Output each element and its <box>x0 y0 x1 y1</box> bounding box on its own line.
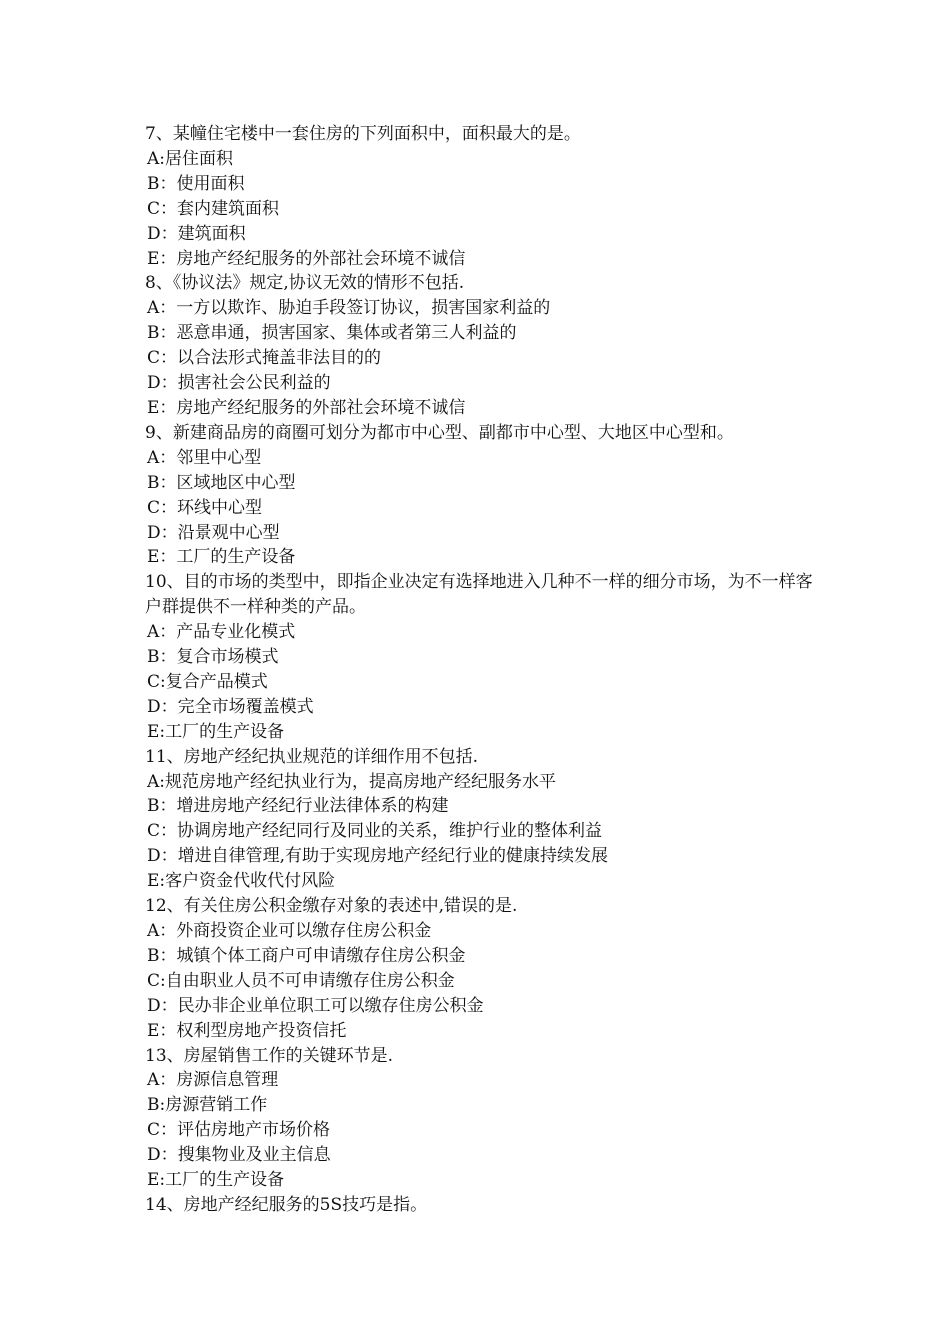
question-11-option-d: D：增进自律管理,有助于实现房地产经纪行业的健康持续发展 <box>147 846 609 867</box>
question-13-option-e: E:工厂的生产设备 <box>147 1170 285 1191</box>
question-10-option-c: C:复合产品模式 <box>147 671 268 692</box>
question-11-option-b: B：增进房地产经纪行业法律体系的构建 <box>147 796 449 817</box>
question-8-text: 8、《协议法》规定,协议无效的情形不包括. <box>145 273 465 294</box>
question-12-option-d: D：民办非企业单位职工可以缴存住房公积金 <box>147 995 484 1016</box>
question-13-option-b: B:房源营销工作 <box>147 1095 268 1116</box>
question-13-option-d: D：搜集物业及业主信息 <box>147 1145 331 1166</box>
question-14-text: 14、房地产经纪服务的5S技巧是指。 <box>145 1194 428 1215</box>
question-10-option-a: A：产品专业化模式 <box>147 622 296 643</box>
question-12-option-c: C:自由职业人员不可申请缴存住房公积金 <box>147 970 455 991</box>
question-9-option-a: A：邻里中心型 <box>147 447 262 468</box>
question-9-text: 9、新建商品房的商圈可划分为都市中心型、副都市中心型、大地区中心型和。 <box>145 422 734 443</box>
question-13-text: 13、房屋销售工作的关键环节是. <box>145 1045 394 1066</box>
question-13-option-c: C：评估房地产市场价格 <box>147 1120 331 1141</box>
question-11-option-e: E:客户资金代收代付风险 <box>147 871 336 892</box>
question-7-option-d: D：建筑面积 <box>147 223 246 244</box>
question-7-text: 7、某幢住宅楼中一套住房的下列面积中，面积最大的是。 <box>145 124 581 144</box>
question-12-option-e: E：权利型房地产投资信托 <box>147 1020 347 1041</box>
question-12-option-b: B：城镇个体工商户可申请缴存住房公积金 <box>147 945 466 966</box>
question-list <box>145 122 825 1218</box>
question-10-option-b: B：复合市场模式 <box>147 647 279 668</box>
question-13-option-a: A：房源信息管理 <box>147 1070 279 1091</box>
question-12-text: 12、有关住房公积金缴存对象的表述中,错误的是. <box>145 896 518 917</box>
question-11-option-a: A:规范房地产经纪执业行为，提高房地产经纪服务水平 <box>147 771 557 792</box>
question-10-option-e: E:工厂的生产设备 <box>147 721 285 742</box>
question-8-option-d: D：损害社会公民利益的 <box>147 373 331 394</box>
question-7-option-a: A:居住面积 <box>147 148 234 169</box>
question-12-option-a: A：外商投资企业可以缴存住房公积金 <box>147 921 432 941</box>
question-9-option-e: E：工厂的生产设备 <box>147 547 296 568</box>
question-8-option-e: E：房地产经纪服务的外部社会环境不诚信 <box>147 397 466 418</box>
question-8-option-b: B：恶意串通，损害国家、集体或者第三人利益的 <box>147 323 517 344</box>
question-8-option-a: A：一方以欺诈、胁迫手段签订协议，损害国家利益的 <box>147 298 551 319</box>
question-9-option-c: C：环线中心型 <box>147 497 263 518</box>
question-11-text: 11、房地产经纪执业规范的详细作用不包括. <box>145 746 479 767</box>
question-9-option-d: D：沿景观中心型 <box>147 522 280 543</box>
question-10-option-d: D：完全市场覆盖模式 <box>147 696 314 717</box>
question-7-option-e: E：房地产经纪服务的外部社会环境不诚信 <box>147 248 466 269</box>
question-9-option-b: B：区域地区中心型 <box>147 472 296 493</box>
question-8-option-c: C：以合法形式掩盖非法目的的 <box>147 348 382 369</box>
question-7-option-b: B：使用面积 <box>147 173 245 194</box>
question-11-option-c: C：协调房地产经纪同行及同业的关系，维护行业的整体利益 <box>147 821 603 842</box>
question-7-option-c: C：套内建筑面积 <box>147 198 280 219</box>
question-10-text: 10、目的市场的类型中，即指企业决定有选择地进入几种不一样的细分市场，为不一样客户群提供不一样种类的产品。 <box>145 572 813 618</box>
